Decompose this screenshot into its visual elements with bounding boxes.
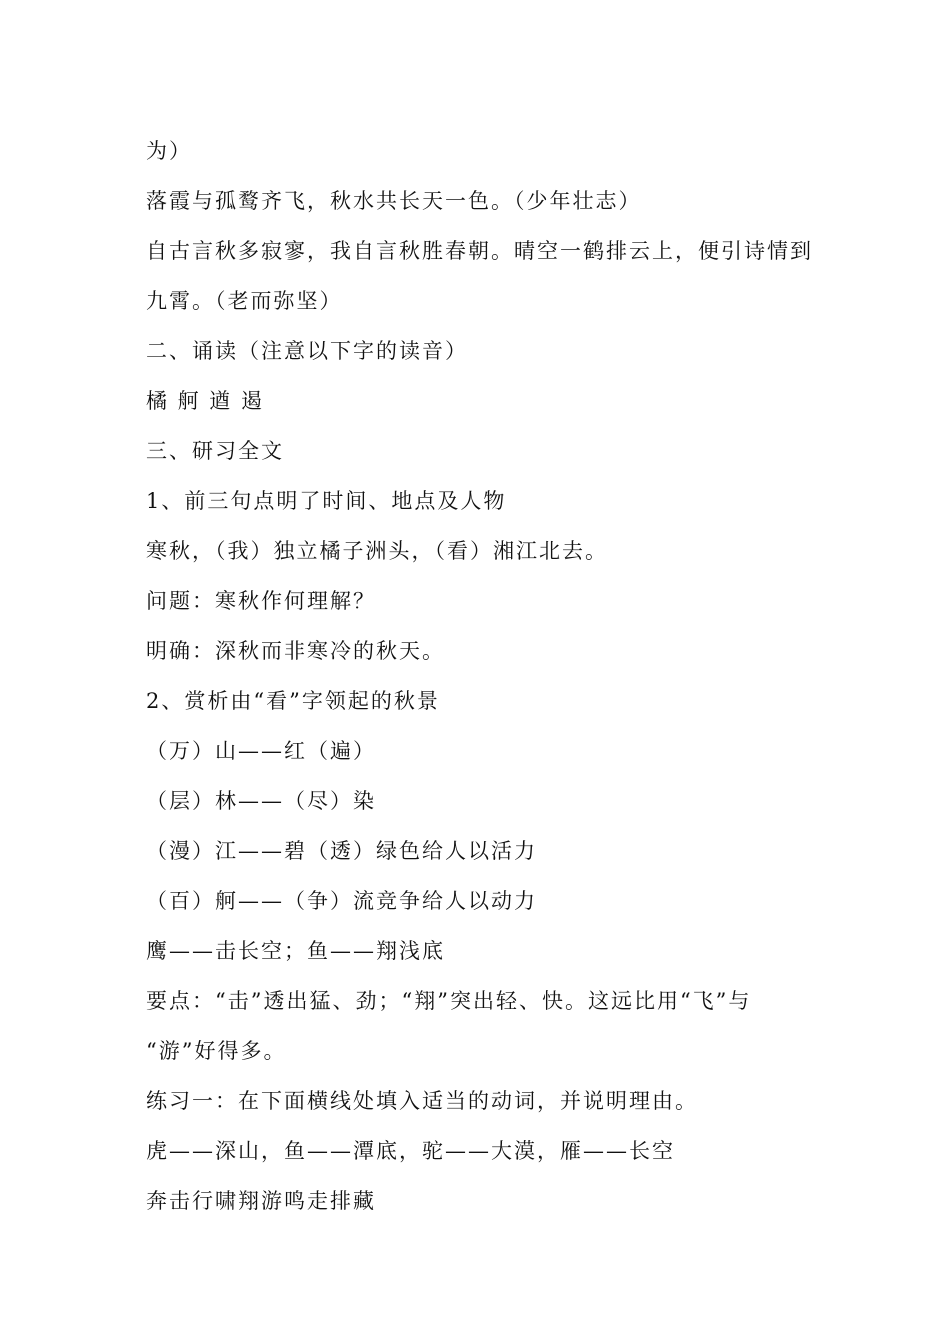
text-line: （百）舸——（争）流竞争给人以动力 — [146, 889, 537, 913]
text-line: 寒秋，（我）独立橘子洲头，（看）湘江北去。 — [146, 539, 608, 563]
section-heading: 二、诵读（注意以下字的读音） — [146, 339, 468, 363]
subsection-heading: 2、赏析由“看”字领起的秋景 — [146, 689, 440, 713]
subsection-heading: 1、前三句点明了时间、地点及人物 — [146, 489, 507, 513]
text-line: 自古言秋多寂寥，我自言秋胜春朝。晴空一鹤排云上，便引诗情到 — [146, 239, 813, 263]
text-line: （层）林——（尽）染 — [146, 789, 376, 813]
text-line: （万）山——红（遍） — [146, 739, 376, 763]
text-line: （漫）江——碧（透）绿色给人以活力 — [146, 839, 537, 863]
text-line: 橘 舸 遒 遏 — [146, 389, 265, 413]
text-line: 鹰——击长空；鱼——翔浅底 — [146, 939, 445, 963]
text-line: 为） — [146, 139, 192, 163]
document-body — [146, 133, 816, 1233]
text-line: 明确：深秋而非寒冷的秋天。 — [146, 639, 445, 663]
text-line: 虎——深山，鱼——潭底，驼——大漠，雁——长空 — [146, 1139, 675, 1163]
text-line: 奔击行啸翔游鸣走排藏 — [146, 1189, 376, 1213]
section-heading: 三、研习全文 — [146, 439, 284, 463]
text-line: 落霞与孤鹜齐飞，秋水共长天一色。（少年壮志） — [146, 189, 642, 213]
text-line: 问题：寒秋作何理解？ — [146, 589, 376, 613]
exercise-heading: 练习一：在下面横线处填入适当的动词，并说明理由。 — [146, 1089, 698, 1113]
text-line: 九霄。（老而弥坚） — [146, 289, 343, 313]
text-line: 要点：“击”透出猛、劲；“翔”突出轻、快。这远比用“飞”与 — [146, 989, 752, 1013]
text-line: “游”好得多。 — [146, 1039, 287, 1063]
